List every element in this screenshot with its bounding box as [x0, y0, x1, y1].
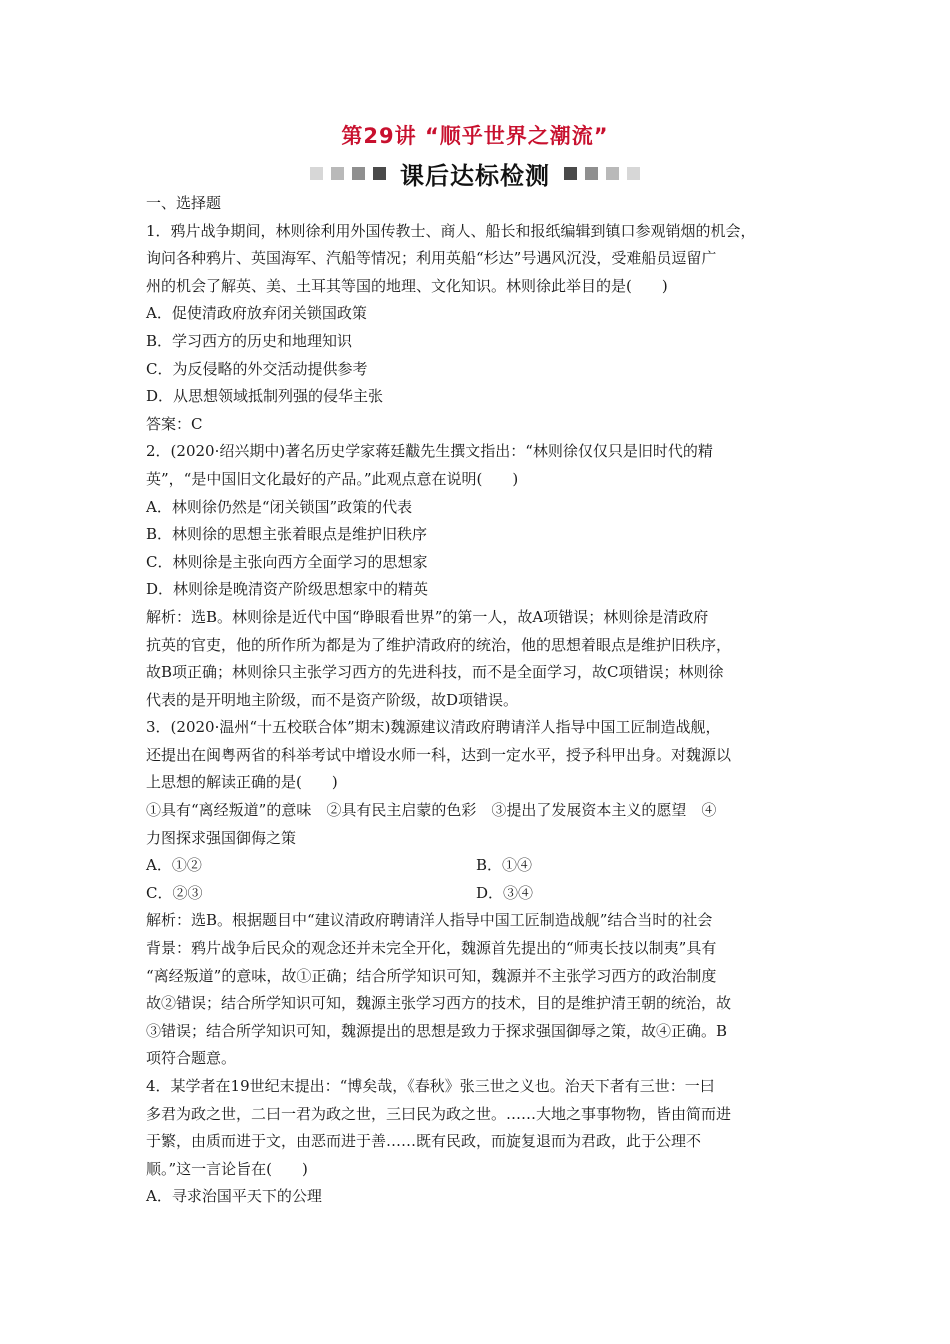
banner-square-icon — [310, 167, 323, 180]
question-stem-line: 3．(2020·温州“十五校联合体”期末)魏源建议清政府聘请洋人指导中国工匠制造战舰， — [146, 718, 721, 737]
analysis-line: 解析：选B。根据题目中“建议清政府聘请洋人指导中国工匠制造战舰”结合当时的社会 — [146, 911, 713, 930]
section-banner — [0, 156, 950, 190]
banner-square-icon — [606, 167, 619, 180]
question-stem-line: 1．鸦片战争期间，林则徐利用外国传教士、商人、船长和报纸编辑到镇口参观销烟的机会， — [146, 221, 756, 240]
analysis-line: 抗英的官吏，他的所作所为都是为了维护清政府的统治，他的思想着眼点是维护旧秩序， — [146, 635, 732, 654]
analysis-line: 项符合题意。 — [146, 1049, 237, 1068]
analysis-line: 解析：选B。林则徐是近代中国“睁眼看世界”的第一人，故A项错误；林则徐是清政府 — [146, 607, 709, 626]
banner-square-icon — [585, 167, 598, 180]
options-row — [146, 852, 806, 880]
banner-square-icon — [352, 167, 365, 180]
banner-square-icon — [331, 167, 344, 180]
analysis-line: 故B项正确；林则徐只主张学习西方的先进科技，而不是全面学习，故C项错误；林则徐 — [146, 663, 724, 682]
question-stem-line: 英”，“是中国旧文化最好的产品。”此观点意在说明( ) — [146, 469, 519, 488]
question-4 — [146, 1073, 806, 1211]
banner-label: 课后达标检测 — [400, 161, 550, 190]
option-a: A．林则徐仍然是“闭关锁国”政策的代表 — [146, 497, 413, 516]
question-2 — [146, 438, 806, 714]
page-title: 第29讲 “顺乎世界之潮流” — [341, 124, 609, 148]
question-stem-line: 州的机会了解英、美、土耳其等国的地理、文化知识。林则徐此举目的是( ) — [146, 276, 668, 295]
option-c: C．林则徐是主张向西方全面学习的思想家 — [146, 552, 428, 571]
analysis-line: ③错误；结合所学知识可知，魏源提出的思想是致力于探求强国御辱之策，故④正确。B — [146, 1021, 728, 1040]
option-b: B．林则徐的思想主张着眼点是维护旧秩序 — [146, 525, 428, 544]
option-c: C．②③ — [146, 883, 203, 902]
option-a: A．促使清政府放弃闭关锁国政策 — [146, 304, 367, 323]
section-heading: 一、选择题 — [146, 194, 222, 212]
option-c: C．为反侵略的外交活动提供参考 — [146, 359, 368, 378]
banner-square-icon — [627, 167, 640, 180]
question-stem-line: 询问各种鸦片、英国海军、汽船等情况；利用英船“杉达”号遇风沉没，受难船员逗留广 — [146, 249, 717, 268]
options-row — [146, 880, 806, 908]
analysis-line: 故②错误；结合所学知识可知，魏源主张学习西方的技术，目的是维护清王朝的统治，故 — [146, 994, 732, 1013]
option-d: D．林则徐是晚清资产阶级思想家中的精英 — [146, 580, 429, 599]
question-stem-line: 力图探求强国御侮之策 — [146, 828, 297, 847]
question-stem-line: 上思想的解读正确的是( ) — [146, 773, 338, 792]
question-stem-line: 4．某学者在19世纪末提出：“博矣哉，《春秋》张三世之义也。治天下者有三世：一曰 — [146, 1077, 715, 1095]
question-1 — [146, 218, 806, 439]
question-stem-line: 还提出在闽粤两省的科举考试中增设水师一科，达到一定水平，授予科甲出身。对魏源以 — [146, 745, 732, 764]
analysis-line: 代表的是开明地主阶级，而不是资产阶级，故D项错误。 — [146, 690, 519, 709]
option-d: D．③④ — [476, 883, 534, 902]
question-stem-line: 顺。”这一言论旨在( ) — [146, 1159, 308, 1178]
option-b: B．学习西方的历史和地理知识 — [146, 331, 353, 350]
question-stem-line: 多君为政之世，二曰一君为政之世，三曰民为政之世。……大地之事事物物，皆由简而进 — [146, 1104, 732, 1123]
question-3 — [146, 714, 806, 1073]
option-b: B．①④ — [476, 856, 533, 875]
answer-line: 答案：C — [146, 414, 203, 433]
question-stem-line: 2．(2020·绍兴期中)著名历史学家蒋廷黻先生撰文指出：“林则徐仅仅只是旧时代的精 — [146, 442, 713, 461]
analysis-line: 背景：鸦片战争后民众的观念还并未完全开化，魏源首先提出的“师夷长技以制夷”具有 — [146, 939, 717, 958]
analysis-line: “离经叛道”的意味，故①正确；结合所学知识可知，魏源并不主张学习西方的政治制度 — [146, 966, 717, 985]
option-d: D．从思想领域抵制列强的侵华主张 — [146, 387, 384, 406]
question-stem-line: ①具有“离经叛道”的意味 ②具有民主启蒙的色彩 ③提出了发展资本主义的愿望 ④ — [146, 801, 717, 820]
banner-square-icon — [373, 167, 386, 180]
banner-square-icon — [564, 167, 577, 180]
question-content — [146, 190, 806, 1211]
question-stem-line: 于繁，由质而进于文，由恶而进于善……既有民政，而旋复退而为君政，此于公理不 — [146, 1132, 702, 1151]
option-a: A．寻求治国平天下的公理 — [146, 1187, 322, 1206]
option-a: A．①② — [146, 856, 202, 875]
